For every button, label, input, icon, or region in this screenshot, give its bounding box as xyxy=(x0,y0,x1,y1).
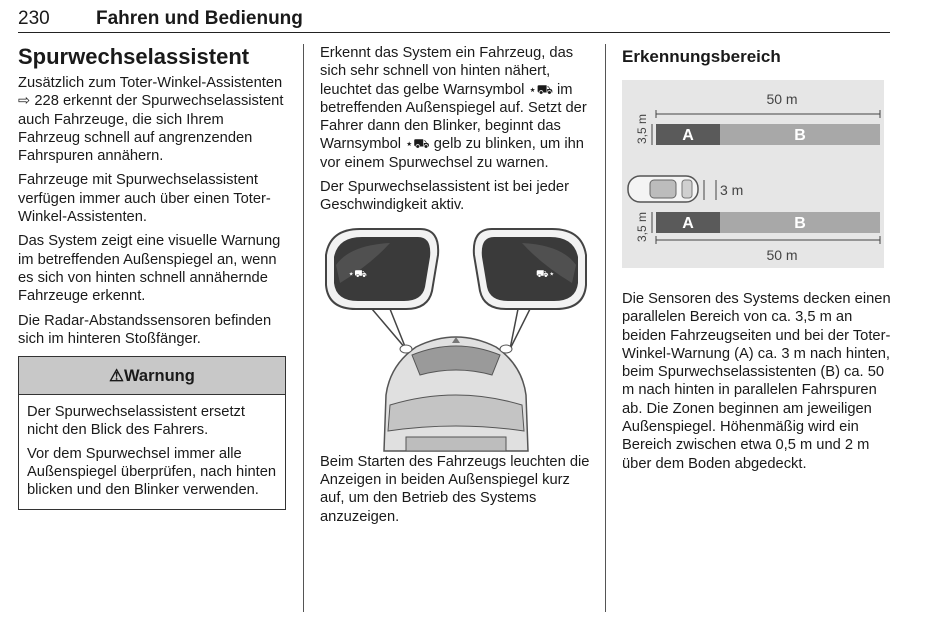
section-heading: Spurwechselassistent xyxy=(18,44,250,69)
paragraph: Zusätzlich zum Toter-Winkel-Assistenten ⇨ 228 erkennt der Spurwechselassistent auch Fahrzeuge, die sich Ihrem Fahrzeug schnell auf angrenzenden Fahrspuren annähern. xyxy=(18,75,284,165)
left-mirror xyxy=(326,229,438,309)
distance-label: 3 m xyxy=(720,182,744,198)
warning-title: ⚠Warnung xyxy=(19,357,285,395)
warning-body xyxy=(19,395,285,508)
column-divider xyxy=(605,44,606,612)
mirror-warning-icon: ⛟⋆ xyxy=(536,268,555,280)
section-title: Fahren und Bedienung xyxy=(96,8,303,29)
paragraph: Das System zeigt eine visuelle Warnung im betreffenden Außenspiegel an, wenn es sich von hinten schnell annähernde Fahrzeuge erkennt. xyxy=(18,233,281,305)
paragraph: Der Spurwechselassistent ist bei jeder Geschwindigkeit aktiv. xyxy=(320,179,569,214)
zone-a-label: A xyxy=(682,215,694,232)
detection-zone-diagram xyxy=(622,80,884,268)
paragraph: Die Radar-Abstandssensoren befinden sich im hinteren Stoßfänger. xyxy=(18,312,272,347)
paragraph: Beim Starten des Fahrzeugs leuchten die Anzeigen in beiden Außenspiegel kurz auf, um den Betrieb des Systems anzuzeigen. xyxy=(320,453,590,525)
warning-text: Der Spurwechselassistent ersetzt nicht den Blick des Fahrers. xyxy=(27,404,245,439)
right-mirror xyxy=(474,229,586,309)
paragraph: Fahrzeuge mit Spurwechselassistent verfügen immer auch über einen Toter-Winkel-Assistenten. xyxy=(18,172,271,226)
mirror-illustration xyxy=(320,225,592,453)
text-run: im betreffenden Außenspiegel auf. Setzt der Fahrer dann den Blinker, beginnt das Warnsymbol xyxy=(320,81,587,153)
warning-symbol-icon: ⋆⛟ xyxy=(405,136,430,152)
text-run: Erkennt das System ein Fahrzeug, das sich sehr schnell von hinten nähert, leuchtet das gelbe Warnsymbol xyxy=(320,45,574,98)
distance-label: 50 m xyxy=(766,91,798,107)
width-label: 3,5 m xyxy=(635,113,649,144)
car-rear-illustration xyxy=(384,337,528,451)
zone-b-label: B xyxy=(794,127,806,144)
page-header xyxy=(18,6,890,33)
column-right xyxy=(622,44,894,479)
page-number: 230 xyxy=(18,8,50,29)
column-middle xyxy=(320,44,592,532)
warning-text: Vor dem Spurwechsel immer alle Außenspiegel überprüfen, nach hinten blicken und den Blinker verwenden. xyxy=(27,445,277,499)
paragraph xyxy=(320,44,592,172)
width-label: 3,5 m xyxy=(635,211,649,242)
distance-label: 50 m xyxy=(766,247,798,263)
subsection-heading: Erkennungsbereich xyxy=(622,47,781,66)
column-divider xyxy=(303,44,304,612)
zone-b-label: B xyxy=(794,215,806,232)
column-left xyxy=(18,44,288,510)
paragraph: Die Sensoren des Systems decken einen parallelen Bereich von ca. 3,5 m an beiden Fahrzeugseiten und bei der Toter-Winkel-Warnung (A) ca. 3 m nach hinten, beim Spurwechselassistenten (B) ca. 50 m nach hinten in parallelen Fahrspuren ab. Die Zonen beginnen am jeweiligen Außenspiegel. Höhenmäßig wird ein Bereich zwischen etwa 0,5 m und 2 m über dem Boden abgedeckt. xyxy=(622,291,891,472)
warning-box xyxy=(18,356,286,509)
car-top-view-icon xyxy=(628,176,698,202)
mirror-warning-icon: ⋆⛟ xyxy=(348,268,367,280)
zone-a-label: A xyxy=(682,127,694,144)
warning-symbol-icon: ⋆⛟ xyxy=(528,81,553,97)
text-run: gelb zu blinken, um ihn vor einem Spurwechsel zu warnen. xyxy=(320,136,584,171)
